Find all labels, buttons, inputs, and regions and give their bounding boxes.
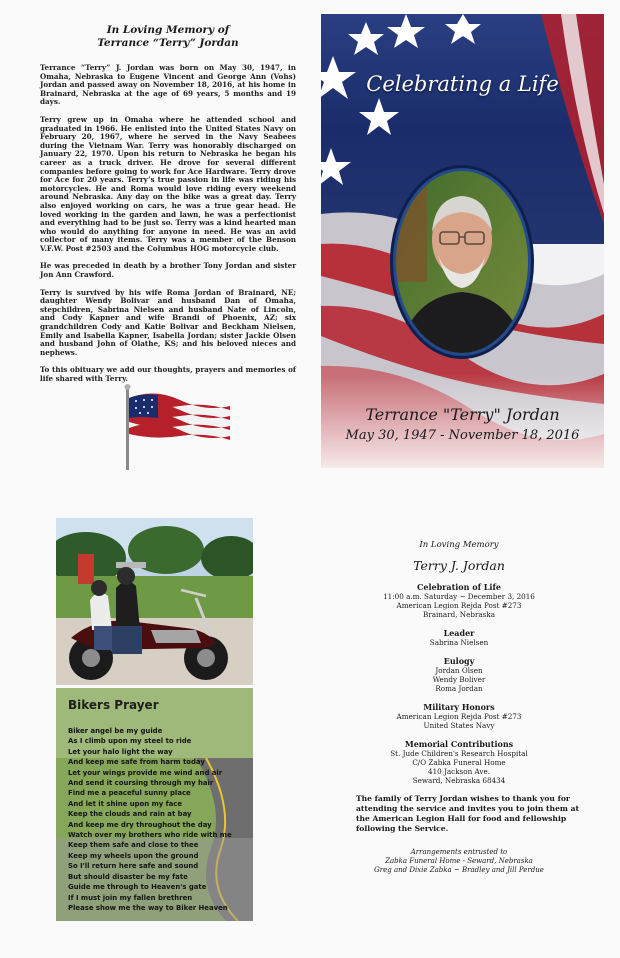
obituary-paragraph: Terry is survived by his wife Roma Jordan of Brainard, NE; daughter Wendy Bolivar and husband Dan of Omaha, stepchildren, Sabrina Nielsen and husband Nate of Lincoln, and Cody Kapner and wife Brandi of Phoenix, AZ; six grandchildren Cody and Katie Bolivar and Beckham Nielsen, Emily and Isabella Kapner, Isabella Jordan; sister Jackie Olsen and husband John of Olathe, KS; and his beloved nieces and nephews. [40, 287, 296, 357]
section-line: Brainard, Nebraska [422, 610, 495, 619]
section-line: 11:00 a.m. Saturday ~ December 3, 2016 [383, 592, 535, 601]
prayer-line: So I'll return here safe and sound [68, 862, 199, 871]
obituary-heading-line2: Terrance “Terry” Jordan [97, 37, 239, 49]
obituary-heading-line1: In Loving Memory of [106, 24, 230, 36]
section-line: American Legion Rejda Post #273 [396, 601, 522, 610]
section-line: Jordan Olsen [435, 666, 483, 675]
prayer-line: But should disaster be my fate [68, 872, 188, 881]
program-section-memorial [330, 739, 588, 785]
cover-dates: May 30, 1947 - November 18, 2016 [345, 428, 580, 443]
section-heading: Leader [443, 628, 475, 638]
portrait-photo [387, 162, 537, 362]
program-section-military-honors [330, 702, 588, 730]
obituary-heading [40, 24, 296, 50]
arrangements-people: Greg and Dixie Zabka ~ Bradley and Jill Perdue [374, 866, 544, 874]
prayer-line: Find me a peaceful sunny place [68, 789, 191, 798]
section-heading: Military Honors [423, 702, 495, 712]
obituary-paragraph: Terry grew up in Omaha where he attended school and graduated in 1966. He enlisted into the United States Navy on February 20, 1967, where he served in the Navy Seabees during the Vietnam War. Terry was honorably discharged on January 22, 1970. Upon his return to Nebraska he began his career as a truck driver. He drove for several different companies before going to work for Ace Hardware. Terry drove for Ace for 20 years. Terry’s true passion in life was riding his motorcycles. He and Roma would love riding every weekend around Nebraska. Any day on the bike was a great day. Terry also enjoyed working on cars, he was a true gear head. He loved working in the garden and lawn, he was a perfectionist and everything had to be just so. Terry was a kind hearted man who would do anything for anyone in need. He was an avid collector of many items. Terry was a member of the Benson V.F.W. Post #2503 and the Columbus HOG motorcycle club. [40, 114, 296, 253]
motorcycle-photo [56, 518, 253, 685]
obituary-paragraph: He was preceded in death by a brother Tony Jordan and sister Jon Ann Crawford. [40, 261, 296, 280]
section-line: Seward, Nebraska 68434 [412, 776, 506, 785]
prayer-line: Keep my wheels upon the ground [68, 851, 199, 860]
section-line: 410 Jackson Ave. [428, 767, 490, 776]
section-line: American Legion Rejda Post #273 [396, 712, 522, 721]
obituary-panel [40, 24, 296, 393]
prayer-line: And send it coursing through my hair [68, 779, 214, 788]
section-heading: Memorial Contributions [404, 739, 514, 749]
program-section-leader [330, 628, 588, 647]
prayer-line: Keep them safe and close to thee [68, 841, 199, 850]
program-section-eulogy [330, 656, 588, 693]
section-line: Sabrina Nielsen [429, 638, 489, 647]
prayer-line: And let it shine upon my face [68, 799, 183, 808]
section-heading: Celebration of Life [416, 582, 501, 592]
prayer-line: Please show me the way to Biker Heaven [68, 903, 228, 912]
section-heading: Eulogy [443, 656, 475, 666]
arrangements-heading: Arrangements entrusted to [410, 848, 508, 856]
section-line: United States Navy [423, 721, 495, 730]
prayer-line: Biker angel be my guide [68, 727, 163, 735]
obituary-paragraph: Terrance “Terry” J. Jordan was born on May 30, 1947, in Omaha, Nebraska to Eugene Vincent and George Ann (Vohs) Jordan and passed away on November 18, 2016, at his home in Brainard, Nebraska at the age of 69 years, 5 months and 19 days. [40, 63, 296, 107]
prayer-line: Guide me through to Heaven's gate [68, 883, 207, 892]
prayer-line: As I climb upon my steel to ride [68, 737, 192, 746]
american-flag-icon [120, 384, 232, 470]
bikers-prayer-panel [56, 688, 253, 921]
prayer-line: Keep the clouds and rain at bay [68, 810, 192, 819]
prayer-line: If I must join my fallen brethren [68, 893, 193, 902]
prayer-line: Let your halo light the way [68, 747, 173, 756]
program-section-celebration [330, 582, 588, 619]
service-program-panel [330, 540, 588, 875]
section-line: C/O Zabka Funeral Home [412, 758, 506, 767]
prayer-line: And keep me safe from harm today [68, 758, 205, 767]
section-line: Wendy Boliver [432, 675, 486, 684]
prayer-line: And keep me dry throughout the day [68, 820, 212, 829]
program-in-loving-memory: In Loving Memory [419, 540, 499, 550]
section-line: St. Jude Children's Research Hospital [390, 749, 528, 758]
section-line: Roma Jordan [435, 684, 483, 693]
cover-name: Terrance "Terry" Jordan [365, 405, 560, 424]
prayer-line: Watch over my brothers who ride with me [68, 831, 232, 840]
program-thanks: The family of Terry Jordan wishes to thank you for attending the service and invites you to join them at the American Legion Hall for food and fellowship following the Service. [356, 794, 580, 833]
motorcycle-photo-image [56, 518, 253, 685]
obituary-paragraph: To this obituary we add our thoughts, prayers and memories of life shared with Terry. [40, 365, 296, 383]
arrangements-home: Zabka Funeral Home - Seward, Nebraska [385, 857, 533, 865]
cover-title: Celebrating a Life [366, 72, 559, 96]
program-name: Terry J. Jordan [413, 558, 505, 573]
prayer-lines [68, 726, 249, 913]
cover-panel [321, 14, 604, 468]
prayer-title: Bikers Prayer [68, 698, 159, 712]
prayer-line: Let your wings provide me wind and air [68, 768, 223, 777]
